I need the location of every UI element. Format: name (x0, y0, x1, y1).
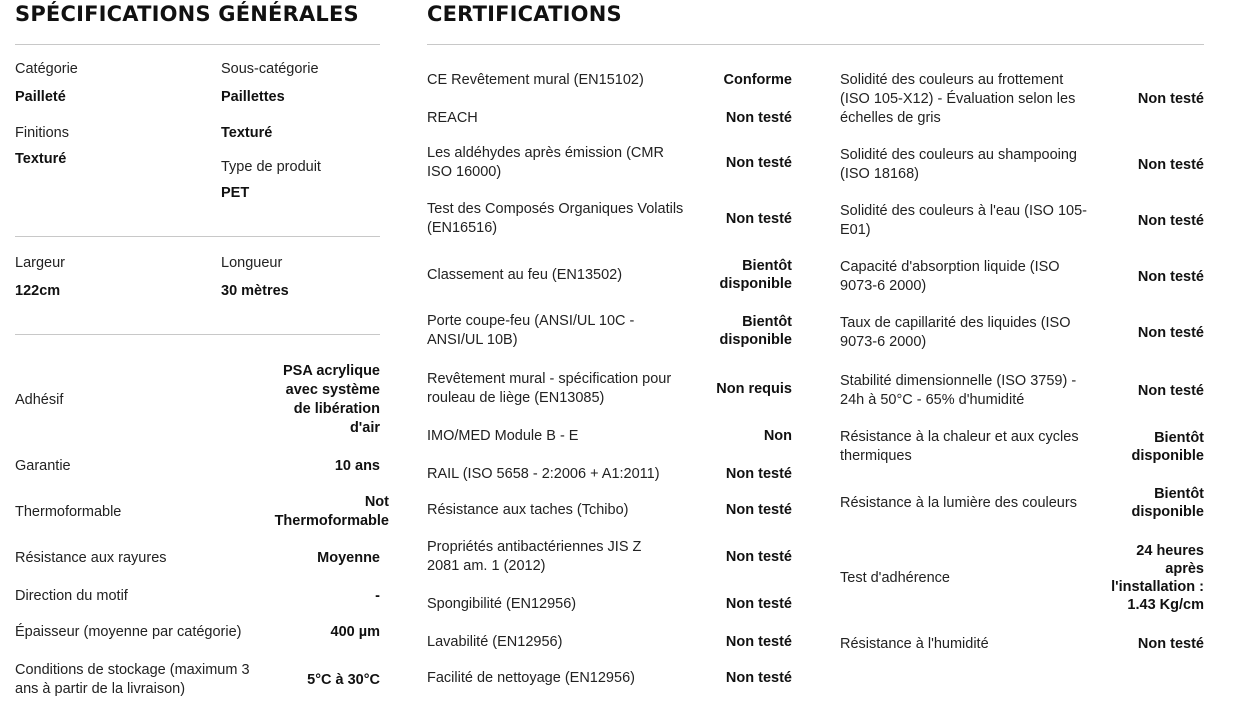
certification-name: Spongibilité (EN12956) (427, 595, 577, 612)
spec-label: Épaisseur (moyenne par catégorie) (15, 623, 242, 640)
certification-name: Les aldéhydes après émission (CMR ISO 16000) (427, 145, 664, 180)
spec-value: Not Thermoformable (274, 494, 389, 529)
certification-name: Stabilité dimensionnelle (ISO 3759) - 24h à 50°C - 65% d'humidité (840, 373, 1077, 408)
certification-name: Test d'adhérence (840, 569, 950, 586)
certification-name: Propriétés antibactériennes JIS Z 2081 am. 1 (2012) (427, 539, 642, 574)
certification-status: Bientôt disponible (1131, 486, 1204, 520)
certification-row (427, 538, 792, 576)
certification-name: Lavabilité (EN12956) (427, 633, 563, 650)
divider (15, 236, 380, 237)
certification-row (427, 426, 792, 446)
divider (427, 44, 1204, 45)
certification-name: Solidité des couleurs à l'eau (ISO 105-E01) (840, 203, 1087, 238)
certification-status: Non testé (1137, 269, 1204, 285)
certification-row (427, 500, 792, 520)
certification-name: Test des Composés Organiques Volatils (EN16516) (427, 201, 684, 236)
certification-status: Bientôt disponible (719, 314, 792, 348)
certification-row (840, 372, 1204, 410)
spec-value: Moyenne (317, 549, 380, 566)
certification-status: Non testé (725, 670, 792, 686)
certification-status: Non testé (1137, 91, 1204, 107)
finishes-label: Finitions (15, 125, 69, 141)
certification-status: Non requis (716, 381, 792, 397)
certification-row (840, 258, 1204, 296)
category-label: Catégorie (15, 61, 78, 77)
certification-status: Non testé (1137, 636, 1204, 652)
certification-status: Non testé (1137, 383, 1204, 399)
certification-status: Non testé (725, 634, 792, 650)
certification-row (840, 314, 1204, 352)
certification-name: Taux de capillarité des liquides (ISO 9073-6 2000) (840, 315, 1071, 350)
spec-value: 10 ans (334, 457, 380, 474)
spec-label: Garantie (15, 457, 71, 474)
certification-row (427, 464, 792, 484)
spec-label: Thermoformable (15, 503, 122, 520)
spec-row-adhesive (15, 360, 380, 440)
spec-value: - (375, 587, 380, 604)
spec-value: 400 µm (330, 623, 380, 640)
certification-row (840, 70, 1204, 128)
spec-row-warranty (15, 456, 380, 476)
certification-row (427, 594, 792, 614)
certification-row (840, 484, 1204, 522)
certification-row (427, 70, 792, 90)
certification-status: 24 heures après l'installation : 1.43 Kg/cm (1111, 543, 1204, 613)
certification-status: Non testé (725, 596, 792, 612)
divider (15, 334, 380, 335)
certification-row (427, 108, 792, 128)
certification-status: Conforme (723, 72, 792, 88)
certification-row (427, 312, 792, 350)
spec-row-thickness (15, 622, 380, 642)
spec-label: Direction du motif (15, 587, 128, 604)
spec-row-storage (15, 660, 380, 700)
certification-name: REACH (427, 109, 478, 126)
certification-name: Résistance à la chaleur et aux cycles thermiques (840, 429, 1079, 464)
certification-name: Facilité de nettoyage (EN12956) (427, 669, 635, 686)
certification-row (840, 428, 1204, 466)
certification-name: Revêtement mural - spécification pour rouleau de liège (EN13085) (427, 371, 672, 406)
certification-row (427, 144, 792, 182)
certification-row (840, 634, 1204, 654)
subcategory-value: Paillettes (221, 89, 285, 105)
product-type-label: Type de produit (221, 159, 321, 175)
texture-value: Texturé (221, 125, 273, 141)
divider (15, 44, 380, 45)
certification-name: CE Revêtement mural (EN15102) (427, 71, 644, 88)
certifications-heading: CERTIFICATIONS (427, 2, 622, 26)
certification-status: Non testé (725, 110, 792, 126)
length-value: 30 mètres (221, 283, 289, 299)
certification-name: RAIL (ISO 5658 - 2:2006 + A1:2011) (427, 465, 660, 482)
spec-row-pattern-direction (15, 586, 380, 606)
spec-label: Adhésif (15, 391, 64, 408)
general-specs-heading: SPÉCIFICATIONS GÉNÉRALES (15, 2, 359, 26)
certification-row (427, 632, 792, 652)
length-label: Longueur (221, 255, 283, 271)
certification-status: Non testé (725, 466, 792, 482)
certification-status: Non testé (1137, 325, 1204, 341)
certification-status: Non testé (725, 155, 792, 171)
certification-row (840, 202, 1204, 240)
certification-status: Non testé (725, 549, 792, 565)
certification-status: Non testé (725, 502, 792, 518)
product-type-value: PET (221, 185, 250, 201)
width-label: Largeur (15, 255, 65, 271)
certification-name: Solidité des couleurs au frottement (ISO 105-X12) - Évaluation selon les échelles de gris (840, 71, 1076, 126)
certification-name: Résistance à l'humidité (840, 635, 989, 652)
certification-name: Résistance à la lumière des couleurs (840, 494, 1077, 511)
spec-label: Résistance aux rayures (15, 549, 167, 566)
certification-row (840, 146, 1204, 184)
spec-value: 5°C à 30°C (307, 671, 380, 688)
certification-row (427, 668, 792, 688)
spec-row-scratch-resistance (15, 548, 380, 568)
spec-row-thermoformable (15, 492, 389, 532)
certification-row (427, 200, 792, 238)
category-value: Pailleté (15, 89, 66, 105)
subcategory-label: Sous-catégorie (221, 61, 319, 77)
certification-name: Classement au feu (EN13502) (427, 266, 623, 283)
certification-status: Bientôt disponible (719, 258, 792, 292)
spec-value: PSA acrylique avec système de libération d'air (283, 363, 380, 436)
certification-name: Solidité des couleurs au shampooing (ISO 18168) (840, 147, 1077, 182)
certification-status: Bientôt disponible (1131, 430, 1204, 464)
finishes-value: Texturé (15, 151, 67, 167)
certification-status: Non testé (725, 211, 792, 227)
spec-label: Conditions de stockage (maximum 3 ans à partir de la livraison) (15, 662, 250, 697)
certification-name: Capacité d'absorption liquide (ISO 9073-6 2000) (840, 259, 1060, 294)
certification-row (427, 256, 792, 294)
certification-status: Non testé (1137, 213, 1204, 229)
certification-row (427, 370, 792, 408)
certification-name: Porte coupe-feu (ANSI/UL 10C - ANSI/UL 10B) (427, 313, 635, 348)
certification-status: Non testé (1137, 157, 1204, 173)
certification-name: Résistance aux taches (Tchibo) (427, 501, 629, 518)
certification-row (840, 540, 1204, 616)
certification-name: IMO/MED Module B - E (427, 427, 579, 444)
width-value: 122cm (15, 283, 61, 299)
certification-status: Non (763, 428, 792, 444)
